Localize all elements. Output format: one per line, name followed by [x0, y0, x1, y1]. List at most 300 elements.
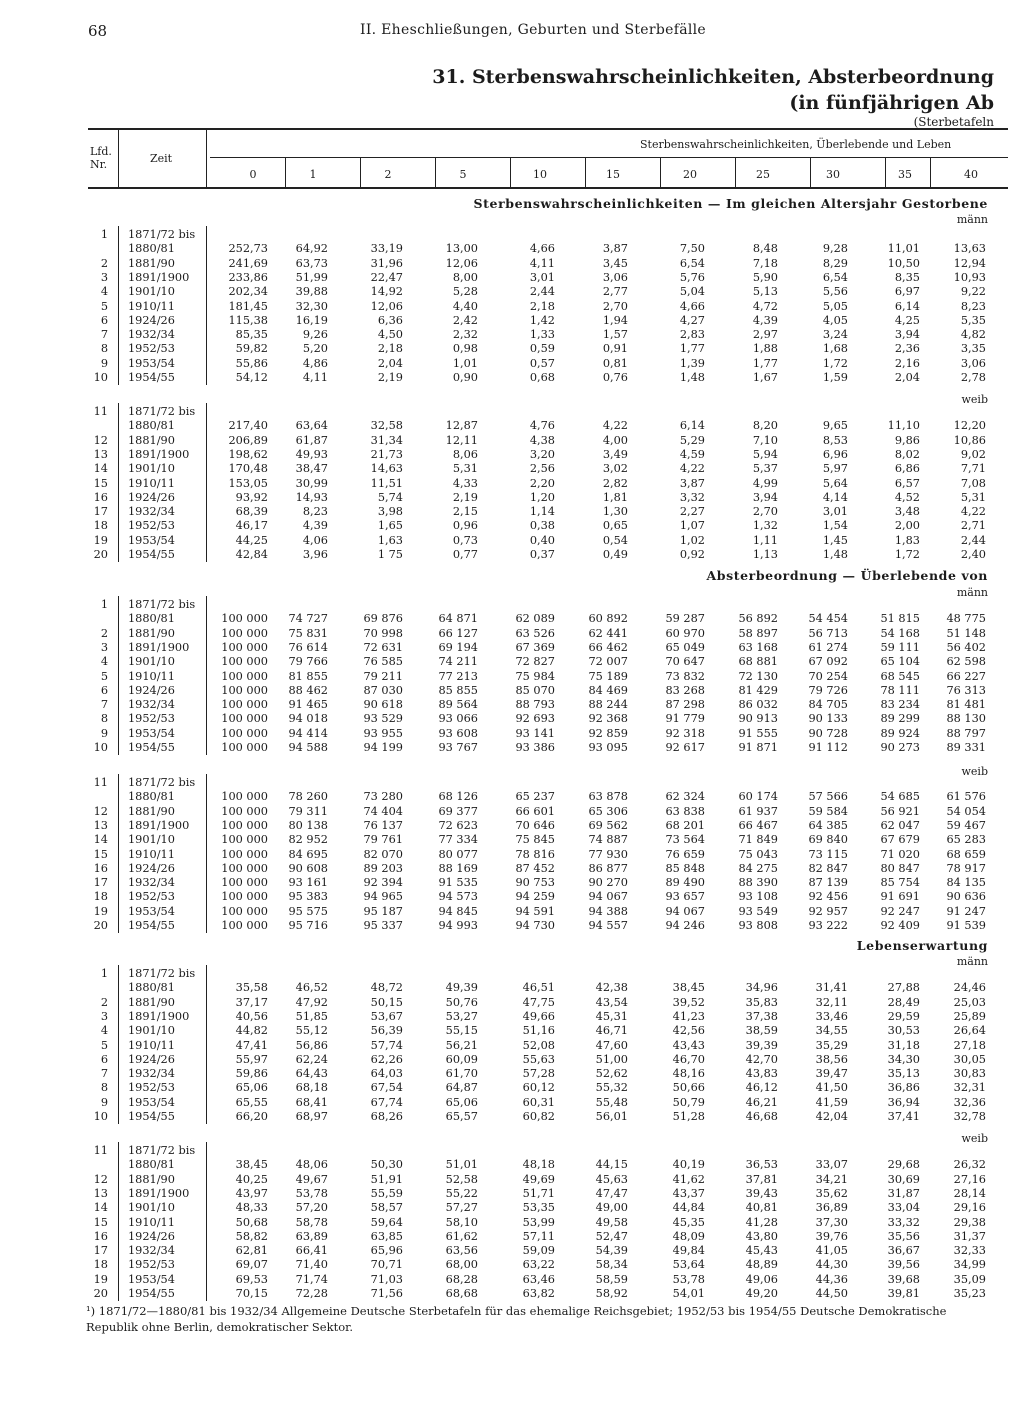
table-cell: 65,06	[445, 1095, 478, 1109]
table-cell: 4,66	[529, 242, 555, 256]
table-cell: 3,32	[679, 490, 705, 504]
table-cell: 7,71	[960, 462, 986, 476]
table-cell: 25,89	[953, 1009, 986, 1023]
sex-label: weib	[961, 1132, 988, 1145]
table-cell: 49,66	[522, 1009, 555, 1023]
table-cell: 31,41	[815, 981, 848, 995]
table-cell: 63 168	[738, 640, 778, 654]
table-cell: 46,71	[595, 1024, 628, 1038]
table-cell: 2,20	[529, 476, 555, 490]
row-number: 10	[93, 371, 108, 384]
table-cell: 66 467	[738, 818, 778, 832]
table-cell: 67 092	[808, 655, 848, 669]
table-cell: 45,31	[595, 1009, 628, 1023]
table-cell: 79 726	[808, 683, 848, 697]
table-cell: 65,55	[235, 1095, 268, 1109]
row-number: 12	[93, 804, 108, 818]
row-number: 1	[100, 598, 108, 611]
table-cell: 2,19	[377, 371, 403, 384]
age-header: 25	[756, 168, 770, 181]
table-cell: 64,43	[295, 1067, 328, 1081]
row-number: 3	[100, 640, 108, 654]
table-cell: 5,35	[960, 313, 986, 327]
table-cell: 82 952	[288, 833, 328, 847]
table-cell: 100 000	[221, 698, 268, 712]
table-cell: 1,68	[822, 342, 848, 356]
table-cell: 2,78	[960, 371, 986, 384]
table-cell: 93 161	[288, 876, 328, 890]
age-header: 20	[683, 168, 697, 181]
table-cell: 57,20	[295, 1201, 328, 1215]
table-cell: 153,05	[228, 476, 268, 490]
table-cell: 100 000	[221, 804, 268, 818]
table-cell: 66 462	[588, 640, 628, 654]
table-cell: 94 067	[588, 890, 628, 904]
row-number: 11	[93, 405, 108, 418]
table-cell: 4,14	[822, 490, 848, 504]
table-cell: 51,71	[522, 1186, 555, 1200]
row-number: 10	[93, 741, 108, 754]
table-cell: 37,41	[887, 1110, 920, 1123]
table-cell: 100 000	[221, 833, 268, 847]
table-cell: 46,70	[672, 1052, 705, 1066]
table-cell: 241,69	[228, 256, 268, 270]
table-cell: 1,48	[679, 371, 705, 384]
table-cell: 51,16	[522, 1024, 555, 1038]
table-cell: 26,32	[953, 1158, 986, 1172]
period-label: 1932/34	[128, 1244, 175, 1258]
table-cell: 65 049	[665, 640, 705, 654]
table-cell: 94 588	[288, 741, 328, 754]
table-cell: 86 877	[588, 861, 628, 875]
row-number: 16	[93, 861, 108, 875]
table-cell: 81 855	[288, 669, 328, 683]
running-head: II. Eheschließungen, Geburten und Sterbefälle	[360, 22, 706, 38]
table-cell: 67 369	[515, 640, 555, 654]
table-cell: 2,71	[960, 519, 986, 533]
table-cell: 65,06	[235, 1081, 268, 1095]
table-cell: 72 623	[438, 818, 478, 832]
table-cell: 100 000	[221, 741, 268, 754]
age-header: 15	[606, 168, 620, 181]
table-cell: 3,01	[529, 270, 555, 284]
table-cell: 50,76	[445, 995, 478, 1009]
period-label: 1901/10	[128, 655, 175, 669]
age-header: 40	[964, 168, 978, 181]
table-cell: 5,31	[960, 490, 986, 504]
table-cell: 1,65	[377, 519, 403, 533]
table-cell: 53,27	[445, 1009, 478, 1023]
table-cell: 6,54	[679, 256, 705, 270]
table-cell: 83 268	[665, 683, 705, 697]
table-cell: 56 892	[738, 612, 778, 626]
table-cell: 4,59	[679, 447, 705, 461]
table-cell: 59 584	[808, 804, 848, 818]
table-cell: 94 993	[438, 919, 478, 932]
table-cell: 14,92	[370, 285, 403, 299]
table-cell: 100 000	[221, 919, 268, 932]
table-cell: 69,07	[235, 1258, 268, 1272]
table-cell: 58,82	[235, 1229, 268, 1243]
table-cell: 5,31	[452, 462, 478, 476]
table-cell: 1,88	[752, 342, 778, 356]
table-cell: 6,14	[679, 419, 705, 433]
table-cell: 63,82	[522, 1287, 555, 1300]
table-cell: 53,99	[522, 1215, 555, 1229]
period-label: 1910/11	[128, 669, 175, 683]
table-cell: 3,02	[602, 462, 628, 476]
row-number: 6	[100, 683, 108, 697]
table-cell: 28,49	[887, 995, 920, 1009]
table-cell: 33,46	[815, 1009, 848, 1023]
table-cell: 0,91	[602, 342, 628, 356]
table-cell: 41,59	[815, 1095, 848, 1109]
table-cell: 60,12	[522, 1081, 555, 1095]
table-cell: 2,77	[602, 285, 628, 299]
period-label: 1901/10	[128, 833, 175, 847]
table-cell: 100 000	[221, 904, 268, 918]
table-row	[0, 242, 1024, 256]
table-cell: 1,77	[752, 356, 778, 370]
table-cell: 202,34	[228, 285, 268, 299]
table-cell: 79 211	[363, 669, 403, 683]
table-cell: 63,89	[295, 1229, 328, 1243]
table-cell: 92 693	[515, 712, 555, 726]
table-cell: 5,37	[752, 462, 778, 476]
table-cell: 3,98	[377, 505, 403, 519]
table-cell: 94 067	[665, 904, 705, 918]
table-cell: 76 614	[288, 640, 328, 654]
table-cell: 0,57	[529, 356, 555, 370]
period-label: 1880/81	[128, 242, 175, 256]
table-cell: 36,67	[887, 1244, 920, 1258]
row-number: 19	[93, 1272, 108, 1286]
table-cell: 11,10	[887, 419, 920, 433]
table-cell: 38,47	[295, 462, 328, 476]
table-cell: 32,31	[953, 1081, 986, 1095]
table-row	[0, 1230, 1024, 1244]
table-cell: 63,64	[295, 419, 328, 433]
table-cell: 100 000	[221, 669, 268, 683]
table-cell: 39,76	[815, 1229, 848, 1243]
table-cell: 90 728	[808, 726, 848, 740]
table-row	[0, 371, 1024, 385]
table-cell: 60,82	[522, 1110, 555, 1123]
table-cell: 94 246	[665, 919, 705, 932]
table-cell: 61 274	[808, 640, 848, 654]
sex-label: männ	[956, 586, 988, 599]
table-cell: 51,28	[672, 1110, 705, 1123]
table-cell: 95 187	[363, 904, 403, 918]
table-cell: 93 386	[515, 741, 555, 754]
table-cell: 3,01	[822, 505, 848, 519]
table-cell: 30,69	[887, 1172, 920, 1186]
table-cell: 21,73	[370, 447, 403, 461]
table-cell: 10,50	[887, 256, 920, 270]
table-cell: 58,34	[595, 1258, 628, 1272]
table-cell: 56 713	[808, 626, 848, 640]
table-cell: 6,57	[894, 476, 920, 490]
table-cell: 1,13	[752, 548, 778, 561]
table-cell: 60 970	[665, 626, 705, 640]
table-cell: 55,15	[445, 1024, 478, 1038]
table-cell: 75 984	[515, 669, 555, 683]
table-cell: 6,54	[822, 270, 848, 284]
table-cell: 73 832	[665, 669, 705, 683]
period-label: 1952/53	[128, 519, 175, 533]
table-cell: 57,74	[370, 1038, 403, 1052]
table-cell: 36,89	[815, 1201, 848, 1215]
table-cell: 68,00	[445, 1258, 478, 1272]
table-cell: 31,87	[887, 1186, 920, 1200]
table-cell: 94 730	[515, 919, 555, 932]
table-cell: 75 043	[738, 847, 778, 861]
table-cell: 51,85	[295, 1009, 328, 1023]
table-cell: 81 429	[738, 683, 778, 697]
table-cell: 1,45	[822, 533, 848, 547]
table-cell: 69 562	[588, 818, 628, 832]
table-cell: 1,67	[752, 371, 778, 384]
table-cell: 4,22	[679, 462, 705, 476]
table-cell: 94 414	[288, 726, 328, 740]
table-cell: 71,74	[295, 1272, 328, 1286]
table-cell: 91 779	[665, 712, 705, 726]
table-cell: 44,30	[815, 1258, 848, 1272]
table-cell: 68 201	[665, 818, 705, 832]
table-cell: 2,04	[377, 356, 403, 370]
table-cell: 49,58	[595, 1215, 628, 1229]
table-cell: 54 054	[946, 804, 986, 818]
table-cell: 63,85	[370, 1229, 403, 1243]
table-row	[0, 805, 1024, 819]
table-cell: 89 299	[880, 712, 920, 726]
table-cell: 1,42	[529, 313, 555, 327]
table-cell: 55,12	[295, 1024, 328, 1038]
table-cell: 62 047	[880, 818, 920, 832]
table-cell: 84 469	[588, 683, 628, 697]
table-cell: 47,92	[295, 995, 328, 1009]
table-cell: 8,06	[452, 447, 478, 461]
table-cell: 2,70	[752, 505, 778, 519]
table-cell: 1,33	[529, 328, 555, 342]
period-label: 1932/34	[128, 505, 175, 519]
table-cell: 77 213	[438, 669, 478, 683]
table-cell: 68,26	[370, 1110, 403, 1123]
table-cell: 42,56	[672, 1024, 705, 1038]
table-cell: 43,43	[672, 1038, 705, 1052]
table-row	[0, 905, 1024, 919]
table-cell: 70 254	[808, 669, 848, 683]
table-cell: 55,48	[595, 1095, 628, 1109]
table-cell: 57,27	[445, 1201, 478, 1215]
age-header: 35	[898, 168, 912, 181]
row-number: 7	[100, 1067, 108, 1081]
table-cell: 92 247	[880, 904, 920, 918]
row-number: 6	[100, 313, 108, 327]
table-cell: 54,01	[672, 1287, 705, 1300]
table-cell: 72 827	[515, 655, 555, 669]
table-cell: 3,94	[894, 328, 920, 342]
table-cell: 62 598	[946, 655, 986, 669]
table-cell: 74 887	[588, 833, 628, 847]
table-cell: 5,97	[822, 462, 848, 476]
table-cell: 91 871	[738, 741, 778, 754]
table-cell: 14,93	[295, 490, 328, 504]
table-cell: 73 564	[665, 833, 705, 847]
table-row	[0, 519, 1024, 533]
period-label: 1910/11	[128, 1215, 175, 1229]
row-number: 9	[100, 356, 108, 370]
period-label: 1924/26	[128, 683, 175, 697]
table-cell: 88 793	[515, 698, 555, 712]
table-cell: 39,39	[745, 1038, 778, 1052]
table-cell: 68,28	[445, 1272, 478, 1286]
table-row	[0, 1110, 1024, 1124]
table-cell: 55,59	[370, 1186, 403, 1200]
table-cell: 8,00	[452, 270, 478, 284]
table-cell: 89 924	[880, 726, 920, 740]
table-row	[0, 1201, 1024, 1215]
table-cell: 43,37	[672, 1186, 705, 1200]
row-number: 1	[100, 228, 108, 241]
table-cell: 61,87	[295, 433, 328, 447]
row-number: 4	[100, 285, 108, 299]
table-cell: 92 368	[588, 712, 628, 726]
table-row	[0, 505, 1024, 519]
table-cell: 1,07	[679, 519, 705, 533]
table-cell: 100 000	[221, 612, 268, 626]
table-cell: 56,86	[295, 1038, 328, 1052]
period-label: 1953/54	[128, 533, 175, 547]
table-cell: 63 526	[515, 626, 555, 640]
table-cell: 4,76	[529, 419, 555, 433]
table-cell: 82 847	[808, 861, 848, 875]
period-label: 1901/10	[128, 285, 175, 299]
table-row	[0, 1187, 1024, 1201]
table-row	[0, 627, 1024, 641]
period-label: 1952/53	[128, 342, 175, 356]
table-cell: 29,38	[953, 1215, 986, 1229]
sex-label: männ	[956, 955, 988, 968]
table-row	[0, 300, 1024, 314]
table-cell: 69 876	[363, 612, 403, 626]
table-cell: 68,68	[445, 1287, 478, 1300]
table-cell: 4,33	[452, 476, 478, 490]
row-number: 8	[100, 342, 108, 356]
period-label: 1954/55	[128, 741, 175, 754]
period-label: 1880/81	[128, 419, 175, 433]
table-cell: 71,03	[370, 1272, 403, 1286]
table-cell: 70 646	[515, 818, 555, 832]
table-cell: 84 695	[288, 847, 328, 861]
table-cell: 2,00	[894, 519, 920, 533]
table-cell: 58,92	[595, 1287, 628, 1300]
table-cell: 53,67	[370, 1009, 403, 1023]
table-cell: 3,24	[822, 328, 848, 342]
table-cell: 6,14	[894, 299, 920, 313]
table-cell: 5,04	[679, 285, 705, 299]
table-row	[0, 1173, 1024, 1187]
table-cell: 10,93	[953, 270, 986, 284]
table-cell: 91 112	[808, 741, 848, 754]
table-cell: 59 467	[946, 818, 986, 832]
period-label: 1871/72 bis	[128, 405, 196, 418]
table-cell: 70 998	[363, 626, 403, 640]
table-cell: 46,52	[295, 981, 328, 995]
table-cell: 35,58	[235, 981, 268, 995]
table-row	[0, 741, 1024, 755]
table-cell: 66 601	[515, 804, 555, 818]
table-cell: 31,34	[370, 433, 403, 447]
period-label: 1954/55	[128, 1110, 175, 1123]
table-cell: 8,53	[822, 433, 848, 447]
table-cell: 90 273	[880, 741, 920, 754]
table-row	[0, 919, 1024, 933]
table-cell: 6,96	[822, 447, 848, 461]
table-cell: 48,72	[370, 981, 403, 995]
row-number: 20	[93, 919, 108, 932]
table-cell: 9,02	[960, 447, 986, 461]
table-cell: 32,78	[953, 1110, 986, 1123]
table-cell: 13,63	[953, 242, 986, 256]
table-row	[0, 598, 1024, 612]
period-label: 1910/11	[128, 476, 175, 490]
period-label: 1952/53	[128, 890, 175, 904]
table-cell: 72 007	[588, 655, 628, 669]
table-cell: 44,36	[815, 1272, 848, 1286]
table-row	[0, 314, 1024, 328]
table-cell: 100 000	[221, 876, 268, 890]
row-number: 8	[100, 1081, 108, 1095]
table-cell: 198,62	[228, 447, 268, 461]
table-cell: 70 647	[665, 655, 705, 669]
table-cell: 46,68	[745, 1110, 778, 1123]
table-cell: 50,15	[370, 995, 403, 1009]
table-row	[0, 548, 1024, 562]
table-cell: 3,45	[602, 256, 628, 270]
row-number: 15	[93, 476, 108, 490]
table-cell: 49,93	[295, 447, 328, 461]
table-cell: 74 404	[363, 804, 403, 818]
table-cell: 33,04	[887, 1201, 920, 1215]
table-cell: 80 138	[288, 818, 328, 832]
table-cell: 1,54	[822, 519, 848, 533]
table-cell: 73 115	[808, 847, 848, 861]
table-row	[0, 1244, 1024, 1258]
table-cell: 0,90	[452, 371, 478, 384]
table-cell: 82 070	[363, 847, 403, 861]
table-cell: 60 174	[738, 790, 778, 804]
period-label: 1901/10	[128, 1024, 175, 1038]
table-source-note: (Sterbetafeln	[913, 115, 994, 129]
table-cell: 43,54	[595, 995, 628, 1009]
table-cell: 56,39	[370, 1024, 403, 1038]
table-cell: 47,41	[235, 1038, 268, 1052]
table-cell: 68 126	[438, 790, 478, 804]
table-cell: 59,64	[370, 1215, 403, 1229]
table-cell: 4,25	[894, 313, 920, 327]
row-number: 15	[93, 847, 108, 861]
table-row	[0, 833, 1024, 847]
table-cell: 4,86	[302, 356, 328, 370]
table-cell: 66,41	[295, 1244, 328, 1258]
table-cell: 39,52	[672, 995, 705, 1009]
table-cell: 61 937	[738, 804, 778, 818]
table-cell: 93 767	[438, 741, 478, 754]
table-cell: 78 260	[288, 790, 328, 804]
lfd-nr-header: Lfd. Nr.	[90, 145, 112, 171]
table-cell: 5,13	[752, 285, 778, 299]
